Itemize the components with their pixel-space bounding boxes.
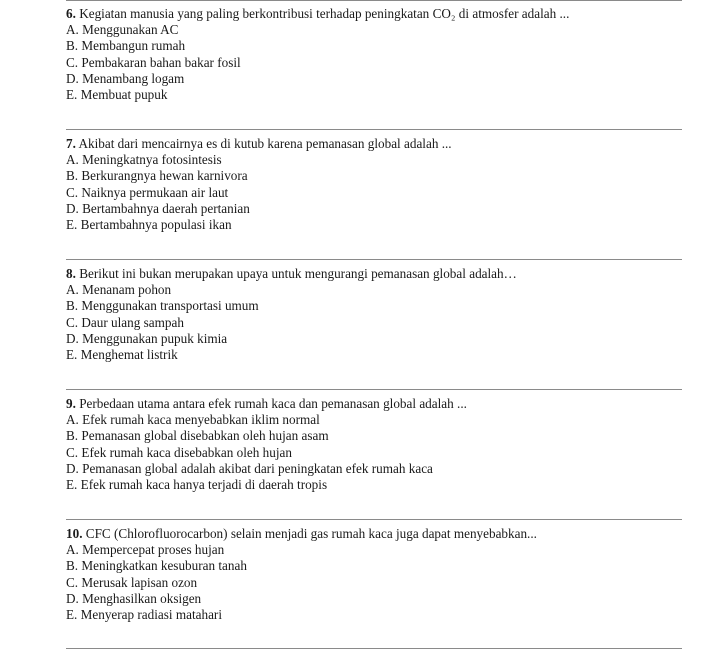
option-d: D. Menggunakan pupuk kimia: [66, 330, 228, 346]
option-a: A. Efek rumah kaca menyebabkan iklim normal: [66, 412, 320, 428]
question-7-stem: [66, 136, 686, 152]
divider-top: [66, 0, 682, 1]
option-d: D. Menambang logam: [66, 70, 185, 86]
divider-9-10: [66, 519, 682, 520]
question-text: Kegiatan manusia yang paling berkontribusi terhadap peningkatan CO₂ di atmosfer adalah ...: [79, 6, 570, 21]
option-e: E. Bertambahnya populasi ikan: [66, 217, 232, 233]
option-d: D. Pemanasan global adalah akibat dari peningkatan efek rumah kaca: [66, 460, 433, 476]
option-a: A. Menggunakan AC: [66, 22, 179, 38]
question-6-stem: [66, 6, 686, 22]
question-number: 6.: [66, 6, 76, 21]
option-e: E. Menyerap radiasi matahari: [66, 607, 222, 623]
question-8: [66, 266, 686, 363]
divider-7-8: [66, 259, 682, 260]
option-c: C. Naiknya permukaan air laut: [66, 184, 229, 200]
option-c: C. Merusak lapisan ozon: [66, 574, 198, 590]
option-b: B. Meningkatkan kesuburan tanah: [66, 558, 247, 574]
question-number: 8.: [66, 266, 76, 281]
option-c: C. Daur ulang sampah: [66, 314, 184, 330]
option-e: E. Menghemat listrik: [66, 347, 178, 363]
option-a: A. Meningkatnya fotosintesis: [66, 152, 222, 168]
option-b: B. Membangun rumah: [66, 38, 186, 54]
divider-6-7: [66, 129, 682, 130]
option-e: E. Membuat pupuk: [66, 87, 168, 103]
option-a: A. Menanam pohon: [66, 282, 172, 298]
question-text: Perbedaan utama antara efek rumah kaca dan pemanasan global adalah ...: [79, 396, 467, 411]
divider-8-9: [66, 389, 682, 390]
option-c: C. Pembakaran bahan bakar fosil: [66, 54, 241, 70]
question-9: [66, 396, 686, 493]
divider-bottom: [66, 648, 682, 649]
question-9-stem: [66, 396, 686, 412]
question-6: [66, 6, 686, 103]
question-number: 7.: [66, 136, 76, 151]
question-7: [66, 136, 686, 233]
option-e: E. Efek rumah kaca hanya terjadi di daerah tropis: [66, 477, 328, 493]
question-text: CFC (Chlorofluorocarbon) selain menjadi gas rumah kaca juga dapat menyebabkan...: [85, 526, 537, 541]
question-8-stem: [66, 266, 686, 282]
question-number: 9.: [66, 396, 76, 411]
question-text: Akibat dari mencairnya es di kutub karena pemanasan global adalah ...: [78, 136, 452, 151]
question-text: Berikut ini bukan merupakan upaya untuk mengurangi pemanasan global adalah…: [79, 266, 517, 281]
option-a: A. Mempercepat proses hujan: [66, 542, 225, 558]
option-d: D. Menghasilkan oksigen: [66, 590, 202, 606]
question-10: [66, 526, 686, 623]
option-c: C. Efek rumah kaca disebabkan oleh hujan: [66, 444, 292, 460]
option-d: D. Bertambahnya daerah pertanian: [66, 200, 250, 216]
question-10-stem: [66, 526, 686, 542]
option-b: B. Berkurangnya hewan karnivora: [66, 168, 248, 184]
option-b: B. Pemanasan global disebabkan oleh hujan asam: [66, 428, 329, 444]
question-number: 10.: [66, 526, 83, 541]
option-b: B. Menggunakan transportasi umum: [66, 298, 259, 314]
